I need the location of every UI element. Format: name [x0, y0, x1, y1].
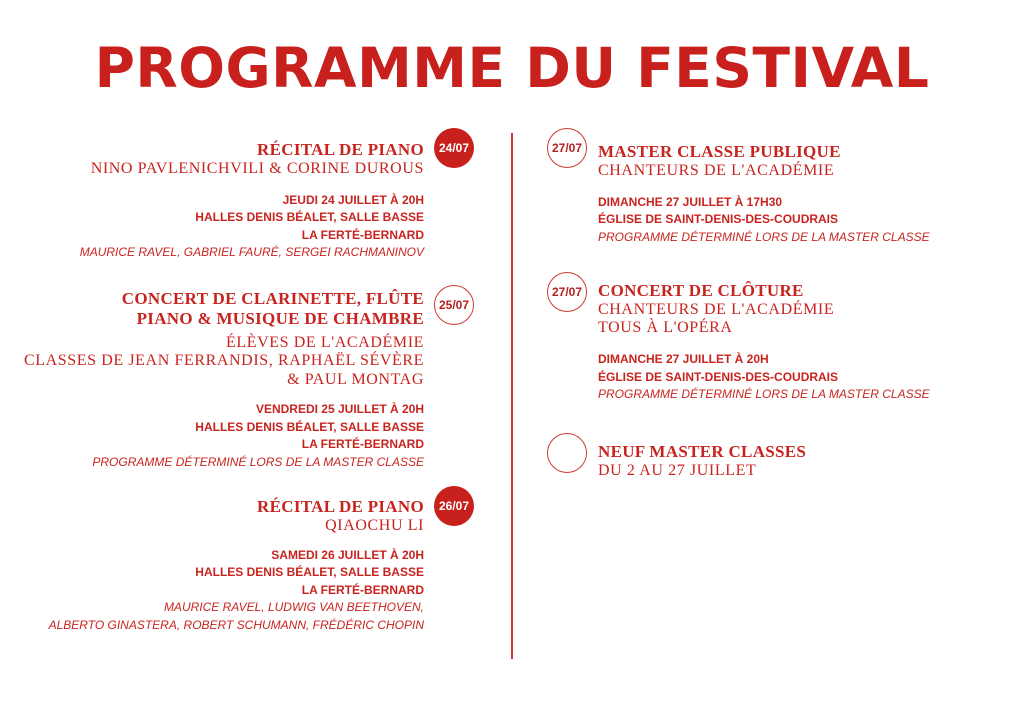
- event-program: PROGRAMME DÉTERMINÉ LORS DE LA MASTER CLASSE: [598, 387, 930, 402]
- event-venue: HALLES DENIS BÉALET, SALLE BASSE: [195, 419, 424, 434]
- event-date: DIMANCHE 27 JUILLET À 17H30: [598, 194, 783, 209]
- event-heading: CONCERT DE CLÔTURE: [598, 281, 804, 300]
- event-subtitle-line2: TOUS À L'OPÉRA: [598, 318, 733, 336]
- event-subtitle: QIAOCHU LI: [325, 516, 424, 534]
- date-badge: 27/07: [547, 272, 587, 312]
- event-subtitle-line1: ÉLÈVES DE L'ACADÉMIE: [226, 334, 424, 352]
- event-subtitle-line3: & PAUL MONTAG: [287, 370, 424, 388]
- event-city: LA FERTÉ-BERNARD: [301, 437, 424, 452]
- event-recital-piano-24: [4, 140, 424, 262]
- event-heading: NEUF MASTER CLASSES: [598, 442, 807, 461]
- date-badge: 24/07: [434, 128, 474, 168]
- event-subtitle-line2: CLASSES DE JEAN FERRANDIS, RAPHAËL SÉVÈRE: [23, 352, 424, 370]
- event-city: LA FERTÉ-BERNARD: [301, 582, 424, 597]
- event-recital-piano-26: [0, 497, 424, 634]
- event-heading: MASTER CLASSE PUBLIQUE: [598, 142, 841, 161]
- event-program: PROGRAMME DÉTERMINÉ LORS DE LA MASTER CLASSE: [92, 454, 424, 469]
- event-master-classe-publique: [598, 142, 998, 246]
- center-divider: [511, 133, 513, 659]
- event-heading: RÉCITAL DE PIANO: [257, 140, 424, 159]
- event-subtitle-line1: CHANTEURS DE L'ACADÉMIE: [598, 300, 835, 318]
- date-badge: 25/07: [434, 285, 474, 325]
- empty-badge: [547, 433, 587, 473]
- event-heading-line1: CONCERT DE CLARINETTE, FLÛTE: [121, 289, 424, 308]
- event-date: VENDREDI 25 JUILLET À 20H: [255, 402, 424, 417]
- event-heading: RÉCITAL DE PIANO: [257, 497, 424, 516]
- event-venue: ÉGLISE DE SAINT-DENIS-DES-COUDRAIS: [598, 212, 839, 227]
- event-program-line1: MAURICE RAVEL, LUDWIG VAN BEETHOVEN,: [163, 600, 424, 615]
- event-date: SAMEDI 26 JUILLET À 20H: [271, 547, 424, 562]
- date-badge: 27/07: [547, 128, 587, 168]
- event-heading-line2: PIANO & MUSIQUE DE CHAMBRE: [136, 308, 424, 328]
- event-venue: HALLES DENIS BÉALET, SALLE BASSE: [195, 565, 424, 580]
- event-subtitle: DU 2 AU 27 JUILLET: [598, 461, 757, 479]
- event-concert-cloture: [598, 281, 998, 404]
- event-subtitle: CHANTEURS DE L'ACADÉMIE: [598, 161, 835, 179]
- event-venue: HALLES DENIS BÉALET, SALLE BASSE: [195, 210, 424, 225]
- event-concert-clarinette: [0, 289, 424, 471]
- event-program-line2: ALBERTO GINASTERA, ROBERT SCHUMANN, FRÉDÉRIC CHOPIN: [48, 617, 424, 632]
- event-subtitle: NINO PAVLENICHVILI & CORINE DUROUS: [90, 159, 424, 177]
- event-date: JEUDI 24 JUILLET À 20H: [282, 192, 424, 207]
- page-title: PROGRAMME DU FESTIVAL: [94, 36, 930, 100]
- event-neuf-master-classes: [598, 442, 998, 480]
- event-venue: ÉGLISE DE SAINT-DENIS-DES-COUDRAIS: [598, 369, 839, 384]
- event-program: MAURICE RAVEL, GABRIEL FAURÉ, SERGEI RACHMANINOV: [79, 245, 424, 260]
- event-city: LA FERTÉ-BERNARD: [301, 227, 424, 242]
- date-badge: 26/07: [434, 486, 474, 526]
- event-program: PROGRAMME DÉTERMINÉ LORS DE LA MASTER CLASSE: [598, 229, 930, 244]
- event-date: DIMANCHE 27 JUILLET À 20H: [598, 352, 769, 367]
